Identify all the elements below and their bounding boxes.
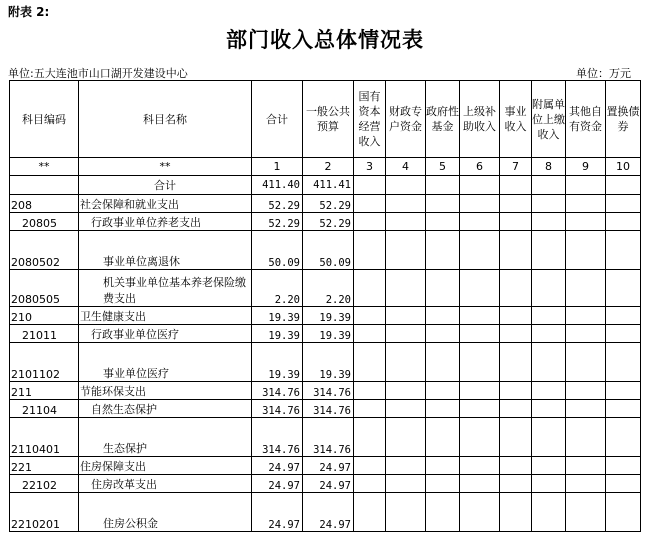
index-cell: 2 [303,158,354,176]
empty-cell [354,400,386,418]
empty-cell [532,325,566,343]
index-cell: 5 [426,158,460,176]
row-total: 314.76 [252,400,303,418]
empty-cell [386,325,426,343]
empty-cell [566,213,606,231]
table-row [10,382,641,400]
empty-cell [460,418,500,457]
empty-cell [354,195,386,213]
empty-cell [532,307,566,325]
attachment-label: 附表 2: [8,5,50,19]
col-header-superior-subsidy: 上级补助收入 [460,81,500,158]
income-table [9,80,641,532]
row-total: 19.39 [252,307,303,325]
table-row [10,475,641,493]
table-row [10,213,641,231]
empty-cell [460,382,500,400]
empty-cell [354,382,386,400]
row-code: 2110401 [10,418,79,457]
index-cell: 9 [566,158,606,176]
empty-cell [606,231,641,270]
col-header-state-capital: 国有资本经营收入 [354,81,386,158]
col-header-other-funds: 其他自有资金 [566,81,606,158]
empty-cell [426,457,460,475]
empty-cell [460,270,500,307]
empty-cell [354,475,386,493]
empty-cell [532,195,566,213]
empty-cell [354,457,386,475]
row-code: 2080505 [10,270,79,307]
row-total: 19.39 [252,325,303,343]
empty-cell [566,418,606,457]
col-header-business-income: 事业收入 [500,81,532,158]
empty-cell [386,457,426,475]
table-row [10,493,641,532]
empty-cell [386,231,426,270]
index-cell: ** [10,158,79,176]
empty-cell [460,493,500,532]
empty-cell [566,493,606,532]
empty-cell [426,325,460,343]
empty-cell [532,457,566,475]
empty-cell [426,382,460,400]
row-general-budget: 24.97 [303,457,354,475]
row-total: 24.97 [252,457,303,475]
empty-cell [532,343,566,382]
empty-cell [606,493,641,532]
table-row [10,325,641,343]
empty-cell [500,325,532,343]
empty-cell [354,418,386,457]
empty-cell [500,213,532,231]
empty-cell [426,418,460,457]
table-row [10,176,641,195]
index-cell: 7 [500,158,532,176]
empty-cell [460,195,500,213]
row-general-budget: 50.09 [303,231,354,270]
empty-cell [606,195,641,213]
row-code: 211 [10,382,79,400]
index-cell: 3 [354,158,386,176]
col-header-gov-fund: 政府性基金 [426,81,460,158]
row-code: 21011 [10,325,79,343]
col-header-code: 科目编码 [10,81,79,158]
empty-cell [500,400,532,418]
empty-cell [566,195,606,213]
empty-cell [532,400,566,418]
unit-right: 单位：万元 [576,67,631,80]
empty-cell [566,475,606,493]
row-name: 社会保障和就业支出 [79,195,252,213]
empty-cell [426,213,460,231]
empty-cell [500,270,532,307]
index-cell: 4 [386,158,426,176]
empty-cell [500,343,532,382]
empty-cell [532,213,566,231]
empty-cell [460,307,500,325]
empty-cell [426,343,460,382]
row-general-budget: 314.76 [303,400,354,418]
empty-cell [354,307,386,325]
empty-cell [354,176,386,195]
row-name: 机关事业单位基本养老保险缴费支出 [79,270,252,307]
row-general-budget: 314.76 [303,382,354,400]
empty-cell [606,475,641,493]
empty-cell [386,400,426,418]
empty-cell [386,195,426,213]
empty-cell [386,475,426,493]
row-total: 52.29 [252,195,303,213]
empty-cell [460,457,500,475]
empty-cell [532,418,566,457]
empty-cell [460,325,500,343]
row-total: 19.39 [252,343,303,382]
empty-cell [426,475,460,493]
empty-cell [606,343,641,382]
col-header-name: 科目名称 [79,81,252,158]
row-name: 事业单位离退休 [79,231,252,270]
empty-cell [386,270,426,307]
table-row [10,457,641,475]
row-total: 314.76 [252,418,303,457]
empty-cell [386,382,426,400]
row-name: 卫生健康支出 [79,307,252,325]
empty-cell [460,343,500,382]
row-name: 自然生态保护 [79,400,252,418]
table-body [10,176,641,532]
row-name: 事业单位医疗 [79,343,252,382]
empty-cell [500,231,532,270]
empty-cell [566,343,606,382]
empty-cell [460,400,500,418]
empty-cell [566,382,606,400]
col-header-affiliated-income: 附属单位上缴收入 [532,81,566,158]
row-name: 生态保护 [79,418,252,457]
empty-cell [426,270,460,307]
empty-cell [606,176,641,195]
row-general-budget: 314.76 [303,418,354,457]
row-name: 住房改革支出 [79,475,252,493]
empty-cell [500,475,532,493]
empty-cell [566,325,606,343]
row-total: 24.97 [252,493,303,532]
row-general-budget: 24.97 [303,493,354,532]
row-general-budget: 52.29 [303,195,354,213]
empty-cell [354,270,386,307]
empty-cell [566,307,606,325]
row-code: 21104 [10,400,79,418]
empty-cell [426,493,460,532]
empty-cell [566,457,606,475]
table-row [10,307,641,325]
row-name: 行政事业单位医疗 [79,325,252,343]
table-row [10,231,641,270]
empty-cell [606,382,641,400]
page-title: 部门收入总体情况表 [226,27,424,52]
empty-cell [500,307,532,325]
empty-cell [606,213,641,231]
row-code: 221 [10,457,79,475]
empty-cell [460,475,500,493]
empty-cell [566,400,606,418]
table-row [10,195,641,213]
table-row [10,400,641,418]
row-name: 节能环保支出 [79,382,252,400]
header-row [10,81,641,158]
empty-cell [532,475,566,493]
empty-cell [500,418,532,457]
empty-cell [606,457,641,475]
row-general-budget: 19.39 [303,343,354,382]
empty-cell [354,493,386,532]
empty-cell [532,270,566,307]
empty-cell [426,400,460,418]
row-code: 2080502 [10,231,79,270]
row-total: 2.20 [252,270,303,307]
empty-cell [354,325,386,343]
row-code: 22102 [10,475,79,493]
empty-cell [354,231,386,270]
empty-cell [426,195,460,213]
index-cell: 8 [532,158,566,176]
table-row [10,343,641,382]
empty-cell [606,270,641,307]
empty-cell [500,382,532,400]
col-header-fiscal-account: 财政专户资金 [386,81,426,158]
empty-cell [386,418,426,457]
empty-cell [532,382,566,400]
empty-cell [426,231,460,270]
col-header-general-budget: 一般公共预算 [303,81,354,158]
table-row [10,270,641,307]
empty-cell [386,307,426,325]
empty-cell [426,307,460,325]
empty-cell [566,231,606,270]
col-header-total: 合计 [252,81,303,158]
empty-cell [354,343,386,382]
empty-cell [500,176,532,195]
row-total: 50.09 [252,231,303,270]
row-name: 住房公积金 [79,493,252,532]
row-general-budget: 19.39 [303,307,354,325]
empty-cell [532,493,566,532]
row-general-budget: 19.39 [303,325,354,343]
empty-cell [386,493,426,532]
empty-cell [606,307,641,325]
row-total: 411.40 [252,176,303,195]
empty-cell [606,418,641,457]
row-code: 2101102 [10,343,79,382]
empty-cell [460,231,500,270]
row-total: 24.97 [252,475,303,493]
empty-cell [606,400,641,418]
empty-cell [386,213,426,231]
empty-cell [532,231,566,270]
row-general-budget: 411.41 [303,176,354,195]
row-general-budget: 24.97 [303,475,354,493]
index-cell: 1 [252,158,303,176]
row-code: 210 [10,307,79,325]
index-row [10,158,641,176]
empty-cell [500,493,532,532]
row-general-budget: 52.29 [303,213,354,231]
row-name: 行政事业单位养老支出 [79,213,252,231]
empty-cell [566,270,606,307]
row-code [10,176,79,195]
col-header-bond-swap: 置换债券 [606,81,641,158]
empty-cell [386,176,426,195]
table-row [10,418,641,457]
row-total: 314.76 [252,382,303,400]
empty-cell [500,195,532,213]
empty-cell [460,176,500,195]
empty-cell [386,343,426,382]
unit-left: 单位:五大连池市山口湖开发建设中心 [8,67,188,80]
empty-cell [532,176,566,195]
row-code: 208 [10,195,79,213]
empty-cell [426,176,460,195]
row-total: 52.29 [252,213,303,231]
row-code: 2210201 [10,493,79,532]
row-general-budget: 2.20 [303,270,354,307]
index-cell: 6 [460,158,500,176]
row-name: 合计 [79,176,252,195]
row-name: 住房保障支出 [79,457,252,475]
index-cell: ** [79,158,252,176]
index-cell: 10 [606,158,641,176]
empty-cell [500,457,532,475]
empty-cell [460,213,500,231]
empty-cell [354,213,386,231]
empty-cell [566,176,606,195]
row-code: 20805 [10,213,79,231]
empty-cell [606,325,641,343]
